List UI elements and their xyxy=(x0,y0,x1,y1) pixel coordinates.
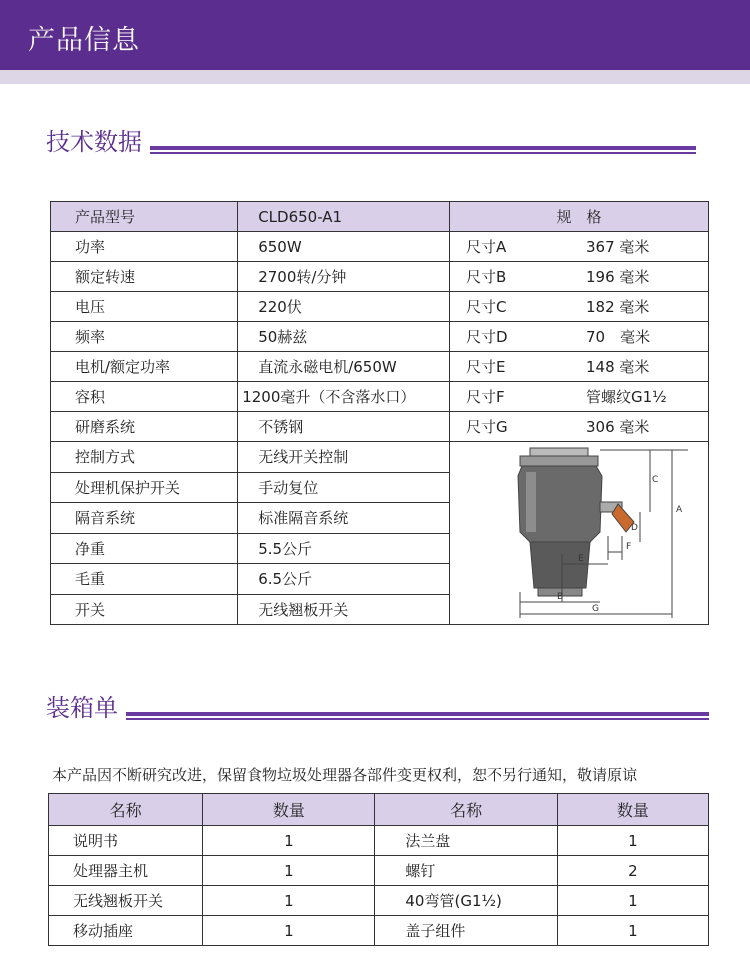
spec-value: 1200毫升（不含落水口） xyxy=(238,382,450,412)
diagram-label-e: E xyxy=(577,554,584,564)
dimension-label: 尺寸B xyxy=(465,268,507,286)
spec-label: 研磨系统 xyxy=(51,412,238,442)
spec-value: 6.5公斤 xyxy=(238,564,450,595)
pack-section-header xyxy=(46,694,709,722)
pack-item-name: 螺钉 xyxy=(375,856,557,886)
diagram-lower-housing xyxy=(530,542,590,588)
dimension-label: 尺寸E xyxy=(465,358,506,376)
dimension-value: 306 毫米 xyxy=(585,418,650,436)
spec-label: 控制方式 xyxy=(51,442,238,473)
spec-section-header xyxy=(46,128,696,156)
pack-item-name: 移动插座 xyxy=(49,916,203,946)
diagram-label-a: A xyxy=(675,505,683,515)
spec-value: 5.5公斤 xyxy=(238,533,450,564)
spec-label: 处理机保护开关 xyxy=(51,472,238,503)
spec-label: 功率 xyxy=(51,232,238,262)
diagram-label-d: D xyxy=(630,523,638,533)
dimension-value: 管螺纹G1½ xyxy=(585,388,667,406)
spec-label: 电压 xyxy=(51,292,238,322)
pack-header-name: 名称 xyxy=(375,794,557,826)
spec-value: 无线开关控制 xyxy=(238,442,450,473)
dimension-cell xyxy=(449,412,708,442)
pack-item-qty: 1 xyxy=(203,916,375,946)
dimension-cell xyxy=(449,382,708,412)
spec-header-dimensions: 规 格 xyxy=(449,202,708,232)
spec-value: 标准隔音系统 xyxy=(238,503,450,534)
spec-label: 隔音系统 xyxy=(51,503,238,534)
spec-label: 电机/额定功率 xyxy=(51,352,238,382)
dimension-cell xyxy=(449,292,708,322)
pack-item-qty: 1 xyxy=(557,886,708,916)
banner-strip xyxy=(0,70,750,84)
dimension-label: 尺寸G xyxy=(465,418,508,436)
spec-value: 不锈钢 xyxy=(238,412,450,442)
spec-value: 直流永磁电机/650W xyxy=(238,352,450,382)
dimension-label: 尺寸A xyxy=(465,238,507,256)
dimension-value: 70 毫米 xyxy=(585,328,651,346)
pack-row xyxy=(49,826,709,856)
pack-section-rule xyxy=(126,712,709,720)
dimension-value: 182 毫米 xyxy=(585,298,650,316)
dimension-value: 148 毫米 xyxy=(585,358,650,376)
spec-row xyxy=(51,322,709,352)
dimension-cell xyxy=(449,322,708,352)
pack-item-qty: 1 xyxy=(557,916,708,946)
pack-item-name: 法兰盘 xyxy=(375,826,557,856)
dimension-cell xyxy=(449,262,708,292)
pack-item-name: 处理器主机 xyxy=(49,856,203,886)
diagram-flange xyxy=(530,448,588,456)
spec-row xyxy=(51,442,709,473)
page-title: 产品信息 xyxy=(28,25,140,56)
pack-section-title: 装箱单 xyxy=(46,694,118,722)
dimension-cell xyxy=(449,232,708,262)
diagram-label-f: F xyxy=(625,542,632,552)
spec-section-title: 技术数据 xyxy=(46,128,142,156)
pack-item-qty: 1 xyxy=(203,826,375,856)
diagram-label-c: C xyxy=(651,475,659,485)
spec-value: 手动复位 xyxy=(238,472,450,503)
dimension-label: 尺寸C xyxy=(465,298,507,316)
pack-item-name: 盖子组件 xyxy=(375,916,557,946)
diagram-label-b: B xyxy=(556,592,564,602)
spec-value: 650W xyxy=(238,232,450,262)
spec-row xyxy=(51,412,709,442)
dimension-cell xyxy=(449,352,708,382)
pack-item-name: 40弯管(G1½) xyxy=(375,886,557,916)
spec-table-header xyxy=(51,202,709,232)
disposer-dimension-diagram xyxy=(450,442,708,620)
spec-row xyxy=(51,292,709,322)
spec-row xyxy=(51,262,709,292)
spec-value: 2700转/分钟 xyxy=(238,262,450,292)
pack-header-qty: 数量 xyxy=(557,794,708,826)
pack-item-name: 无线翘板开关 xyxy=(49,886,203,916)
pack-item-qty: 1 xyxy=(557,826,708,856)
pack-row xyxy=(49,916,709,946)
spec-row xyxy=(51,232,709,262)
spec-row xyxy=(51,352,709,382)
spec-header-model-value: CLD650-A1 xyxy=(238,202,450,232)
pack-header-qty: 数量 xyxy=(203,794,375,826)
pack-item-qty: 1 xyxy=(203,856,375,886)
spec-label: 开关 xyxy=(51,594,238,625)
spec-label: 净重 xyxy=(51,533,238,564)
spec-label: 毛重 xyxy=(51,564,238,595)
pack-note: 本产品因不断研究改进，保留食物垃圾处理器各部件变更权利，恕不另行通知，敬请原谅 xyxy=(52,766,638,784)
spec-value: 50赫兹 xyxy=(238,322,450,352)
diagram-label-g: G xyxy=(591,604,599,614)
dimension-label: 尺寸F xyxy=(465,388,505,406)
dimension-value: 196 毫米 xyxy=(585,268,650,286)
dimension-diagram-cell xyxy=(449,442,708,625)
dimension-value: 367 毫米 xyxy=(585,238,650,256)
spec-row xyxy=(51,382,709,412)
top-banner xyxy=(0,0,750,70)
spec-value: 无线翘板开关 xyxy=(238,594,450,625)
pack-item-qty: 2 xyxy=(557,856,708,886)
pack-item-name: 说明书 xyxy=(49,826,203,856)
pack-header-name: 名称 xyxy=(49,794,203,826)
pack-table xyxy=(48,793,709,946)
pack-table-header xyxy=(49,794,709,826)
spec-label: 容积 xyxy=(51,382,238,412)
spec-header-model-label: 产品型号 xyxy=(51,202,238,232)
spec-value: 220伏 xyxy=(238,292,450,322)
pack-item-qty: 1 xyxy=(203,886,375,916)
diagram-flange-ring xyxy=(520,456,598,466)
spec-table xyxy=(50,201,709,625)
spec-section-rule xyxy=(150,146,696,154)
spec-label: 频率 xyxy=(51,322,238,352)
spec-label: 额定转速 xyxy=(51,262,238,292)
dimension-label: 尺寸D xyxy=(465,328,508,346)
pack-row xyxy=(49,886,709,916)
pack-row xyxy=(49,856,709,886)
